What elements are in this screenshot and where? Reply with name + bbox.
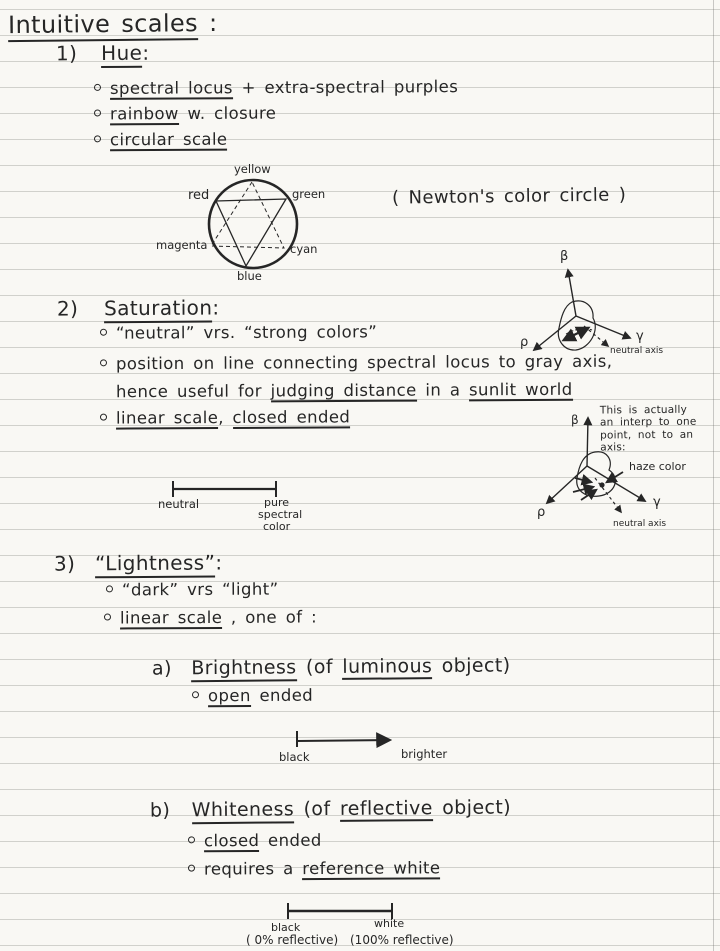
label-beta: β — [560, 249, 569, 264]
brightness-title: Brightness — [191, 656, 296, 682]
bullet-icon — [94, 109, 101, 116]
label-pure: pure — [264, 496, 290, 509]
scale-arrow-line — [297, 740, 389, 741]
side-note-line-4: axis: — [600, 441, 626, 454]
bullet-icon — [100, 359, 107, 366]
whiteness-bullet-1-rest: ended — [259, 830, 322, 850]
section-hue-number: 1) — [55, 41, 78, 66]
rho-axis — [534, 316, 576, 350]
label-rho: ρ — [520, 335, 529, 350]
bullet-icon — [100, 414, 107, 421]
section-saturation-heading — [57, 295, 220, 320]
whiteness-heading — [150, 796, 511, 821]
whiteness-title: Whiteness — [192, 798, 295, 824]
page-title — [8, 9, 218, 39]
lightness-bullet-1-text: “dark” vrs “light” — [121, 579, 279, 600]
label-neutral-axis: neutral axis — [610, 346, 664, 356]
whiteness-bullet-2-underlined: reference white — [302, 858, 441, 879]
bullet-icon — [106, 585, 113, 592]
saturation-bullet-2-line2 — [116, 380, 573, 401]
sat-b2-mid: in a — [416, 380, 470, 400]
lightness-bullet-1 — [106, 580, 279, 600]
section-hue-colon: : — [142, 40, 150, 65]
gamma-axis — [576, 316, 630, 338]
saturation-scale — [148, 476, 333, 540]
label-cyan: cyan — [290, 242, 318, 256]
sat-b2-underlined-2: sunlit world — [468, 379, 573, 400]
label-rho: ρ — [537, 505, 546, 520]
hue-bullet-1 — [94, 77, 458, 98]
label-haze-color: haze color — [629, 460, 686, 473]
label-yellow: yellow — [234, 162, 271, 176]
saturation-bullet-1 — [100, 322, 377, 342]
label-black: black — [271, 921, 301, 934]
label-spectral: spectral — [258, 508, 303, 521]
bullet-icon — [188, 865, 195, 872]
hue-bullet-1-rest: + extra-spectral purples — [232, 77, 459, 98]
whiteness-bullet-2 — [188, 858, 441, 878]
bullet-icon — [94, 84, 101, 91]
section-hue-title: Hue — [101, 41, 142, 68]
section-lightness-number: 3) — [53, 551, 76, 576]
saturation-bullet-2-line1 — [100, 352, 612, 374]
hue-bullet-3 — [94, 130, 228, 150]
bullet-icon — [104, 614, 111, 621]
converging-arrow — [573, 487, 593, 492]
lightness-bullet-2 — [104, 607, 317, 627]
brightness-object-underlined: luminous — [342, 655, 433, 678]
converging-arrow — [575, 478, 591, 482]
sat-b3-underlined-1: linear scale — [115, 408, 219, 428]
saturation-bullet-3 — [100, 407, 350, 427]
label-white: white — [374, 917, 405, 930]
brightness-scale — [263, 721, 473, 771]
rho-axis — [547, 466, 587, 503]
newton-caption: ( Newton's color circle ) — [391, 184, 627, 209]
brightness-heading — [152, 654, 511, 679]
label-blue: blue — [237, 269, 262, 283]
brightness-bullet-underlined: open — [207, 686, 251, 706]
label-red: red — [188, 188, 210, 203]
hue-bullet-2 — [94, 104, 276, 124]
section-lightness-heading — [54, 550, 223, 575]
hue-bullet-1-underlined: spectral locus — [109, 78, 233, 98]
hue-bullet-2-underlined: rainbow — [109, 104, 179, 124]
section-saturation-colon: : — [212, 295, 220, 320]
saturation-bullet-2-text: position on line connecting spectral locus to gray axis, — [115, 351, 613, 374]
label-0-reflective: ( 0% reflective) — [246, 933, 339, 947]
label-100-reflective: (100% reflective) — [350, 933, 454, 947]
rgb-triangle — [216, 199, 286, 266]
neutral-axis-arrow — [595, 478, 621, 512]
haze-point — [599, 482, 604, 487]
beta-axis — [587, 418, 588, 466]
section-saturation-number: 2) — [56, 296, 79, 321]
label-black: black — [279, 750, 310, 764]
beta-axis — [568, 270, 576, 316]
whiteness-tail: object) — [432, 796, 512, 820]
section-lightness-title: “Lightness” — [95, 550, 215, 578]
label-green: green — [292, 187, 326, 201]
sat-b3-comma: , — [218, 407, 233, 428]
whiteness-object-underlined: reflective — [339, 797, 433, 820]
side-note-line-3: point, not to an — [600, 428, 694, 442]
brightness-bullet-rest: ended — [250, 685, 314, 706]
axes-diagram-1 — [488, 238, 720, 366]
bullet-icon — [100, 329, 107, 336]
brightness-tail: object) — [432, 654, 511, 678]
section-lightness-colon: : — [215, 550, 223, 575]
sat-b2-underlined-1: judging distance — [270, 380, 417, 401]
label-brighter: brighter — [401, 747, 448, 761]
whiteness-bullet-1-underlined: closed — [203, 830, 260, 851]
sat-b3-underlined-2: closed ended — [232, 407, 351, 427]
axes-diagram-2 — [533, 406, 718, 538]
color-circle-diagram — [148, 162, 373, 292]
whiteness-letter: b) — [149, 799, 171, 822]
brightness-mid: (of — [296, 655, 343, 679]
lightness-bullet-2-rest: , one of : — [222, 607, 318, 627]
hue-bullet-2-rest: w. closure — [178, 103, 277, 124]
label-neutral: neutral — [158, 497, 200, 511]
label-color: color — [263, 520, 291, 533]
saturation-bullet-1-text: “neutral” vrs. “strong colors” — [115, 322, 378, 343]
side-note-line-1: This is actually — [599, 403, 688, 417]
converging-arrow — [581, 490, 596, 500]
label-neutral-axis: neutral axis — [613, 519, 667, 529]
section-hue-heading — [56, 41, 150, 66]
side-note-line-2: an interp to one — [599, 416, 697, 429]
label-beta: β — [571, 413, 579, 427]
label-magenta: magenta — [156, 238, 208, 252]
page-title-text: Intuitive scales — [8, 9, 198, 42]
page-title-colon: : — [197, 8, 218, 38]
whiteness-scale — [238, 896, 528, 951]
bullet-icon — [188, 836, 195, 843]
hue-bullet-3-underlined: circular scale — [109, 129, 228, 150]
label-gamma: γ — [653, 495, 661, 510]
whiteness-mid: (of — [294, 797, 341, 821]
lightness-bullet-2-underlined: linear scale — [119, 607, 223, 628]
whiteness-bullet-1 — [188, 831, 322, 851]
bullet-icon — [192, 691, 199, 698]
sat-b2-pre: hence useful for — [115, 381, 271, 402]
brightness-letter: a) — [151, 657, 172, 680]
brightness-bullet-1 — [192, 686, 313, 706]
whiteness-bullet-2-pre: requires a — [203, 859, 303, 879]
label-gamma: γ — [636, 329, 644, 344]
section-saturation-title: Saturation — [104, 295, 212, 323]
bullet-icon — [94, 135, 101, 142]
